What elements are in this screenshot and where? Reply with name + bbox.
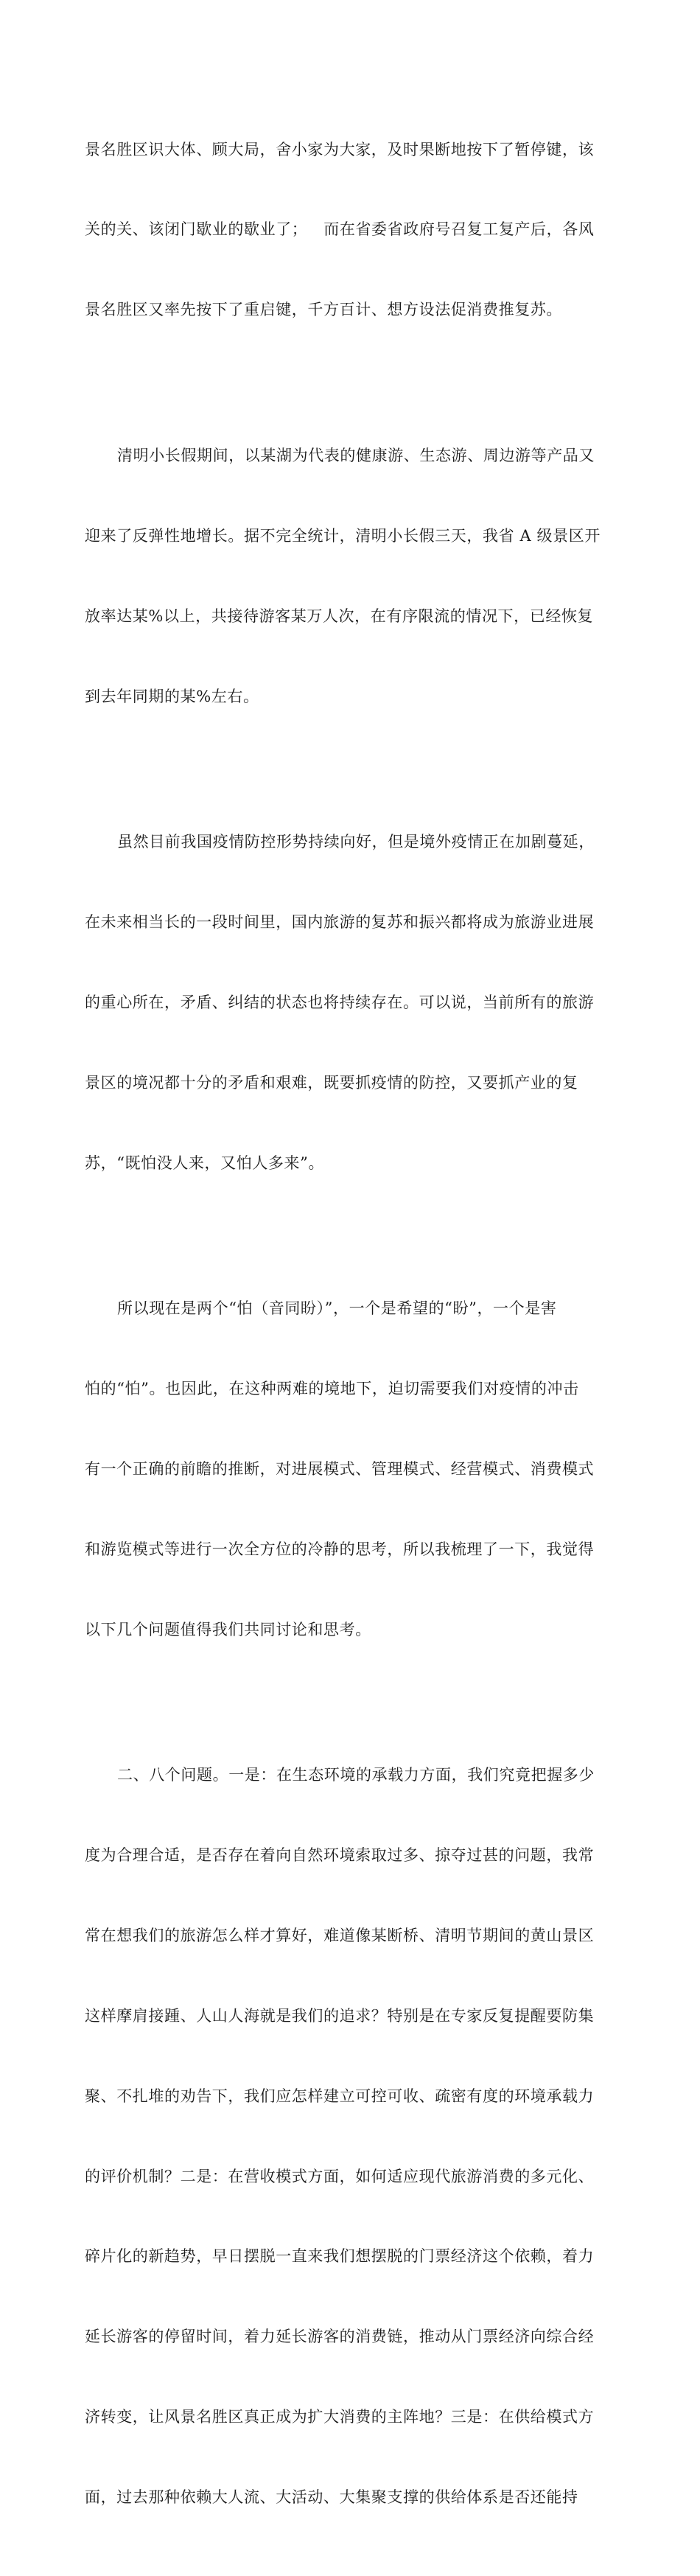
text-line: 的评价机制？二是：在营收模式方面，如何适应现代旅游消费的多元化、 (85, 2167, 595, 2185)
text-line: 常在想我们的旅游怎么样才算好，难道像某断桥、清明节期间的黄山景区 (85, 1926, 595, 1944)
text-line: 碎片化的新趋势，早日摆脱一直来我们想摆脱的门票经济这个依赖，着力 (85, 2247, 595, 2266)
text-line: 在未来相当长的一段时间里，国内旅游的复苏和振兴都将成为旅游业进展 (85, 912, 595, 931)
text-line: 二、八个问题。一是：在生态环境的承载力方面，我们究竟把握多少 (117, 1766, 595, 1784)
document-page (85, 83, 615, 2576)
text-line: 所以现在是两个“怕（音同盼）”，一个是希望的“盼”，一个是害 (117, 1299, 557, 1318)
paragraph-1 (85, 83, 615, 377)
text-line: 这样摩肩接踵、人山人海就是我们的追求？特别是在专家反复提醒要防集 (85, 2006, 595, 2025)
text-line: 虽然目前我国疫情防控形势持续向好，但是境外疫情正在加剧蔓延， (117, 833, 595, 851)
text-line: 延长游客的停留时间，着力延长游客的消费链，推动从门票经济向综合经 (85, 2328, 595, 2346)
text-line: 度为合理合适，是否存在着向自然环境索取过多、掠夺过甚的问题，我常 (85, 1846, 595, 1864)
text-line: 和游览模式等进行一次全方位的冷静的思考，所以我梳理了一下，我觉得 (85, 1540, 595, 1558)
text-line: 的重心所在，矛盾、纠结的状态也将持续存在。可以说，当前所有的旅游 (85, 993, 595, 1011)
text-line: 以下几个问题值得我们共同讨论和思考。 (85, 1620, 371, 1638)
text-line: 清明小长假期间，以某湖为代表的健康游、生态游、周边游等产品又 (117, 446, 595, 464)
text-line: 景名胜区又率先按下了重启键，千方百计、想方设法促消费推复苏。 (85, 301, 562, 319)
text-line: 面，过去那种依赖大人流、大活动、大集聚支撑的供给体系是否还能持 (85, 2488, 578, 2507)
text-line: 怕的“怕”。也因此，在这种两难的境地下，迫切需要我们对疫情的冲击 (85, 1379, 579, 1397)
text-line: 济转变，让风景名胜区真正成为扩大消费的主阵地？三是：在供给模式方 (85, 2408, 595, 2426)
text-line: 放率达某%以上，共接待游客某万人次，在有序限流的情况下，已经恢复 (85, 607, 594, 625)
text-line: 到去年同期的某%左右。 (85, 687, 259, 705)
text-line: 聚、不扎堆的劝告下，我们应怎样建立可控可收、疏密有度的环境承载力 (85, 2087, 595, 2105)
text-line: 有一个正确的前瞻的推断，对进展模式、管理模式、经营模式、消费模式 (85, 1459, 595, 1478)
text-line: 迎来了反弹性地增长。据不完全统计，清明小长假三天，我省 A 级景区开 (85, 526, 601, 545)
paragraph-5 (85, 1708, 615, 2565)
paragraph-4 (85, 1241, 615, 1696)
text-line: 苏，“既怕没人来，又怕人多来”。 (85, 1153, 325, 1172)
text-line: 景区的境况都十分的矛盾和艰难，既要抓疫情的防控，又要抓产业的复 (85, 1073, 578, 1092)
paragraph-2 (85, 388, 615, 763)
text-line: 景名胜区识大体、顾大局，舍小家为大家，及时果断地按下了暂停键，该 (85, 140, 595, 158)
paragraph-3 (85, 775, 615, 1229)
text-line: 关的关、该闭门歇业的歇业了； 而在省委省政府号召复工复产后，各风 (85, 220, 595, 239)
